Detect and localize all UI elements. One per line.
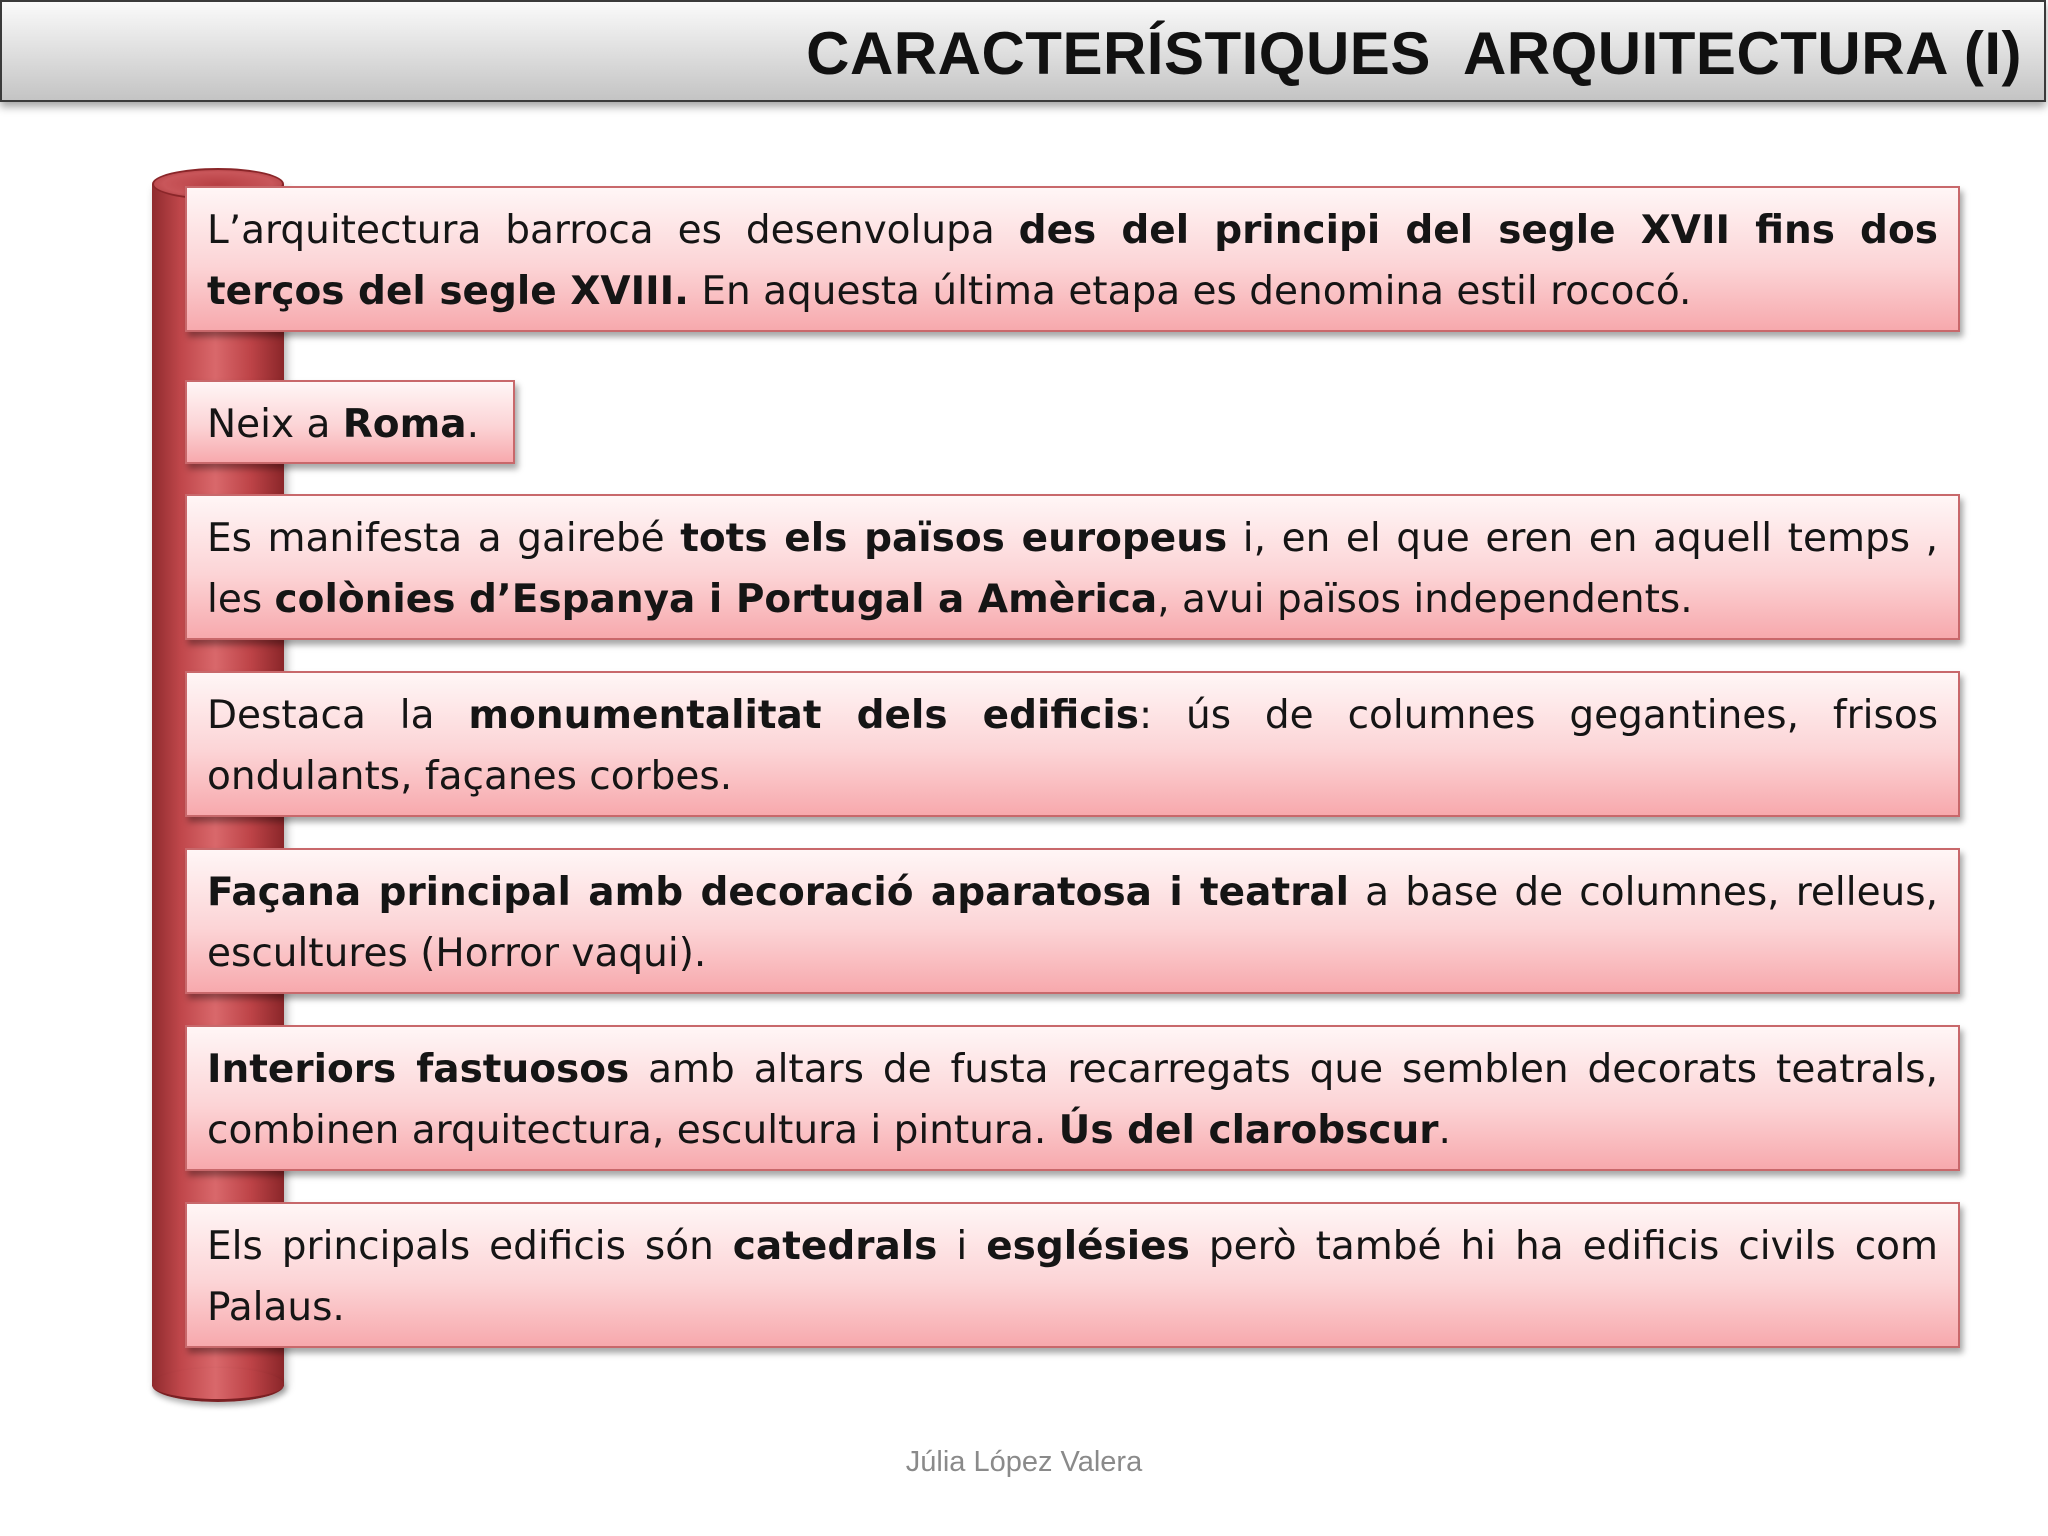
emphasis-text: catedrals [732,1224,938,1269]
text-box-buildings-text [207,1216,1938,1338]
emphasis-text: Ús del clarobscur [1058,1108,1439,1153]
text-box-buildings [185,1202,1960,1348]
text-box-facade-text [207,862,1938,984]
text-box-interiors-text [207,1039,1938,1161]
text-box-interiors [185,1025,1960,1171]
emphasis-text: Interiors fastuosos [207,1047,630,1092]
text-box-monumentality [185,671,1960,817]
text-box-facade [185,848,1960,994]
title-bar [0,0,2046,102]
body-text: : ús de columnes gegantines, frisos ondulants, façanes corbes. [207,693,1939,799]
slide-title: CARACTERÍSTIQUES ARQUITECTURA (I) [806,20,2022,87]
body-text: i [937,1224,987,1269]
body-text: . [1438,1108,1451,1153]
body-text: a base de columnes, relleus, escultures (Horror vaqui). [207,870,1938,976]
emphasis-text: des del principi del segle XVII fins dos terços del segle XVIII. [207,208,1938,314]
text-box-dates-text [207,200,1938,322]
text-box-dates [185,186,1960,332]
pillar-base [152,1368,284,1402]
body-text: , avui països independents. [1157,577,1693,622]
emphasis-text: Façana principal amb decoració aparatosa i teatral [207,870,1350,915]
text-box-origin [185,380,515,464]
emphasis-text: tots els països europeus [680,516,1228,561]
text-box-origin-text [207,394,493,455]
emphasis-text: monumentalitat dels edificis [468,693,1139,738]
body-text: i, en el que eren en aquell temps , les [207,516,1938,622]
emphasis-text: colònies d’Espanya i Portugal a Amèrica [274,577,1158,622]
body-text: però també hi ha edificis civils com Palaus. [207,1224,1938,1330]
body-text: . [466,402,479,447]
body-text: Destaca la [207,693,469,738]
body-text: Es manifesta a gairebé [207,516,681,561]
body-text: Neix a [207,402,343,447]
body-text: amb altars de fusta recarregats que semblen decorats teatrals, combinen arquitectura, escultura i pintura. [207,1047,1938,1153]
text-box-monumentality-text [207,685,1938,807]
emphasis-text: Roma [342,402,467,447]
text-box-spread-text [207,508,1938,630]
body-text: L’arquitectura barroca es desenvolupa [207,208,1019,253]
emphasis-text: esglésies [986,1224,1190,1269]
text-box-spread [185,494,1960,640]
body-text: Els principals edificis són [207,1224,733,1269]
footer-author: Júlia López Valera [905,1446,1143,1478]
body-text: En aquesta última etapa es denomina estil rococó. [688,269,1692,314]
